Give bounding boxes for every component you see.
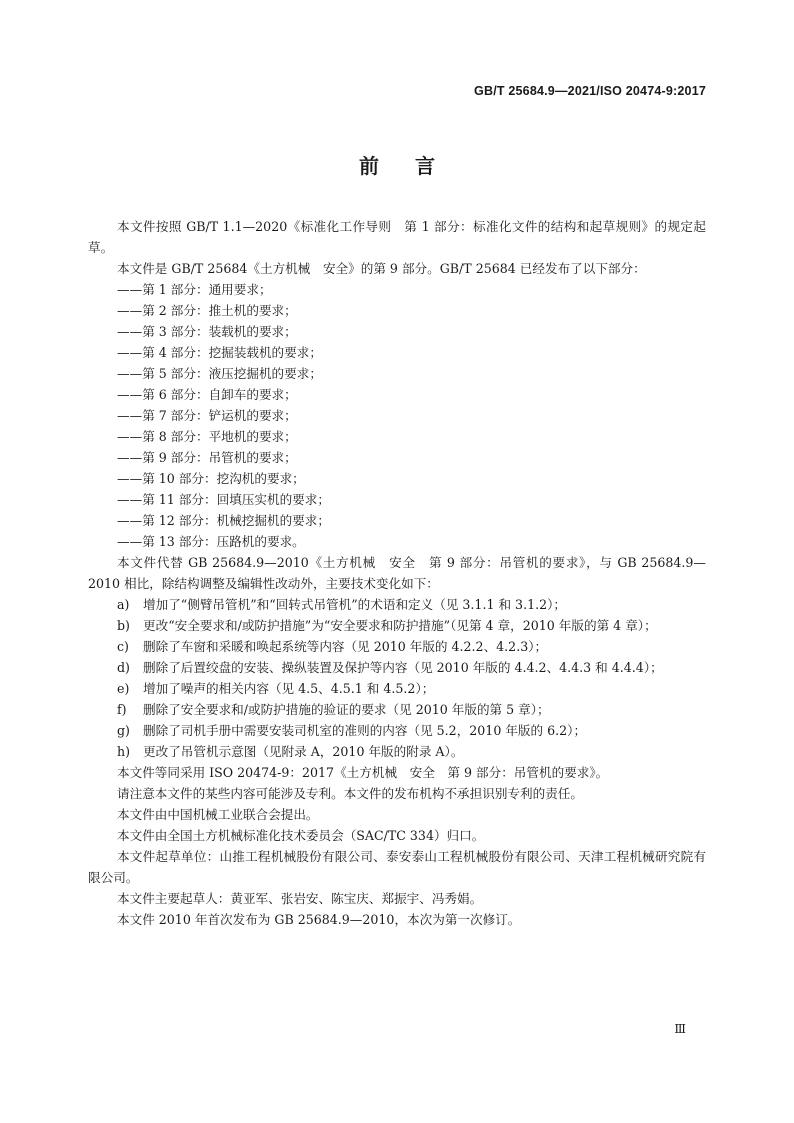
history-paragraph: 本文件 2010 年首次发布为 GB 25684.9—2010，本次为第一次修订。 [117, 912, 521, 927]
change-item [88, 636, 706, 657]
change-item-text: 增加了噪声的相关内容（见 4.5、4.5.1 和 4.5.2）； [143, 681, 435, 696]
adoption-paragraph: 本文件等同采用 ISO 20474-9：2017《土方机械 安全 第 9 部分：吊管机的要求》。 [117, 765, 609, 780]
part-list-item: ——第 5 部分：液压挖掘机的要求； [117, 366, 322, 381]
part-list-item: ——第 10 部分：挖沟机的要求； [117, 471, 305, 486]
change-item [88, 741, 706, 762]
intro-paragraph: 本文件是 GB/T 25684《土方机械 安全》的第 9 部分。GB/T 25684 已经发布了以下部分： [117, 261, 646, 276]
part-list-item: ——第 6 部分：自卸车的要求； [117, 387, 297, 402]
change-item-text: 增加了“侧臂吊管机”和“回转式吊管机”的术语和定义（见 3.1.1 和 3.1.2）； [143, 597, 566, 612]
change-item-label: b) [117, 618, 130, 633]
change-item-text: 删除了安全要求和/或防护措施的验证的要求（见 2010 年版的第 5 章）； [143, 702, 550, 717]
replacement-paragraph: 本文件代替 GB 25684.9—2010《土方机械 安全 第 9 部分：吊管机的要求》，与 GB 25684.9—2010 相比，除结构调整及编辑性改动外，主要技术变化如下： [88, 555, 706, 591]
proposer-paragraph: 本文件由中国机械工业联合会提出。 [117, 807, 319, 822]
change-item-text: 删除了车窗和采暖和唤起系统等内容（见 2010 年版的 4.2.2、4.2.3）； [143, 639, 548, 654]
part-list-item: ——第 8 部分：平地机的要求； [117, 429, 297, 444]
change-item [88, 678, 706, 699]
change-item-label: d) [117, 660, 130, 675]
change-item-label: c) [117, 639, 129, 654]
standard-number-header: GB/T 25684.9—2021/ISO 20474-9:2017 [474, 84, 706, 98]
intro-paragraph: 本文件按照 GB/T 1.1—2020《标准化工作导则 第 1 部分：标准化文件的结构和起草规则》的规定起草。 [88, 219, 706, 255]
preface-body [88, 216, 706, 930]
change-item-text: 更改“安全要求和/或防护措施”为“安全要求和防护措施”（见第 4 章，2010 年版的第 4 章）； [143, 618, 657, 633]
part-list-item: ——第 2 部分：推土机的要求； [117, 303, 297, 318]
part-list-item: ——第 13 部分：压路机的要求。 [117, 534, 305, 549]
change-item [88, 699, 706, 720]
part-list-item: ——第 1 部分：通用要求； [117, 282, 272, 297]
drafting-units-paragraph: 本文件起草单位：山推工程机械股份有限公司、泰安泰山工程机械股份有限公司、天津工程机械研究院有限公司。 [88, 849, 706, 885]
change-item [88, 720, 706, 741]
page-title: 前言 [359, 154, 471, 178]
patent-notice-paragraph: 请注意本文件的某些内容可能涉及专利。本文件的发布机构不承担识别专利的责任。 [117, 786, 583, 801]
part-list-item: ——第 12 部分：机械挖掘机的要求； [117, 513, 330, 528]
change-item-label: a) [117, 597, 130, 612]
change-item [88, 615, 706, 636]
change-item [88, 594, 706, 615]
part-list-item: ——第 11 部分：回填压实机的要求； [117, 492, 330, 507]
change-item-text: 删除了后置绞盘的安装、操纵装置及保护等内容（见 2010 年版的 4.4.2、4.4.3 和 4.4.4）； [143, 660, 663, 675]
change-item-text: 删除了司机手册中需要安装司机室的准则的内容（见 5.2，2010 年版的 6.2）； [143, 723, 587, 738]
committee-paragraph: 本文件由全国土方机械标准化技术委员会（SAC/TC 334）归口。 [117, 828, 485, 843]
part-list-item: ——第 3 部分：装载机的要求； [117, 324, 297, 339]
change-item-label: g) [117, 723, 130, 738]
change-item-label: f) [117, 702, 127, 717]
part-list-item: ——第 7 部分：铲运机的要求； [117, 408, 297, 423]
page-number: Ⅲ [674, 1022, 686, 1036]
change-item-label: e) [117, 681, 130, 696]
change-item-text: 更改了吊管机示意图（见附录 A，2010 年版的附录 A）。 [143, 744, 464, 759]
part-list-item: ——第 4 部分：挖掘装载机的要求； [117, 345, 322, 360]
part-list-item: ——第 9 部分：吊管机的要求； [117, 450, 297, 465]
drafters-paragraph: 本文件主要起草人：黄亚军、张岩安、陈宝庆、郑振宇、冯秀娟。 [117, 891, 483, 906]
change-item-label: h) [117, 744, 131, 759]
change-item [88, 657, 706, 678]
